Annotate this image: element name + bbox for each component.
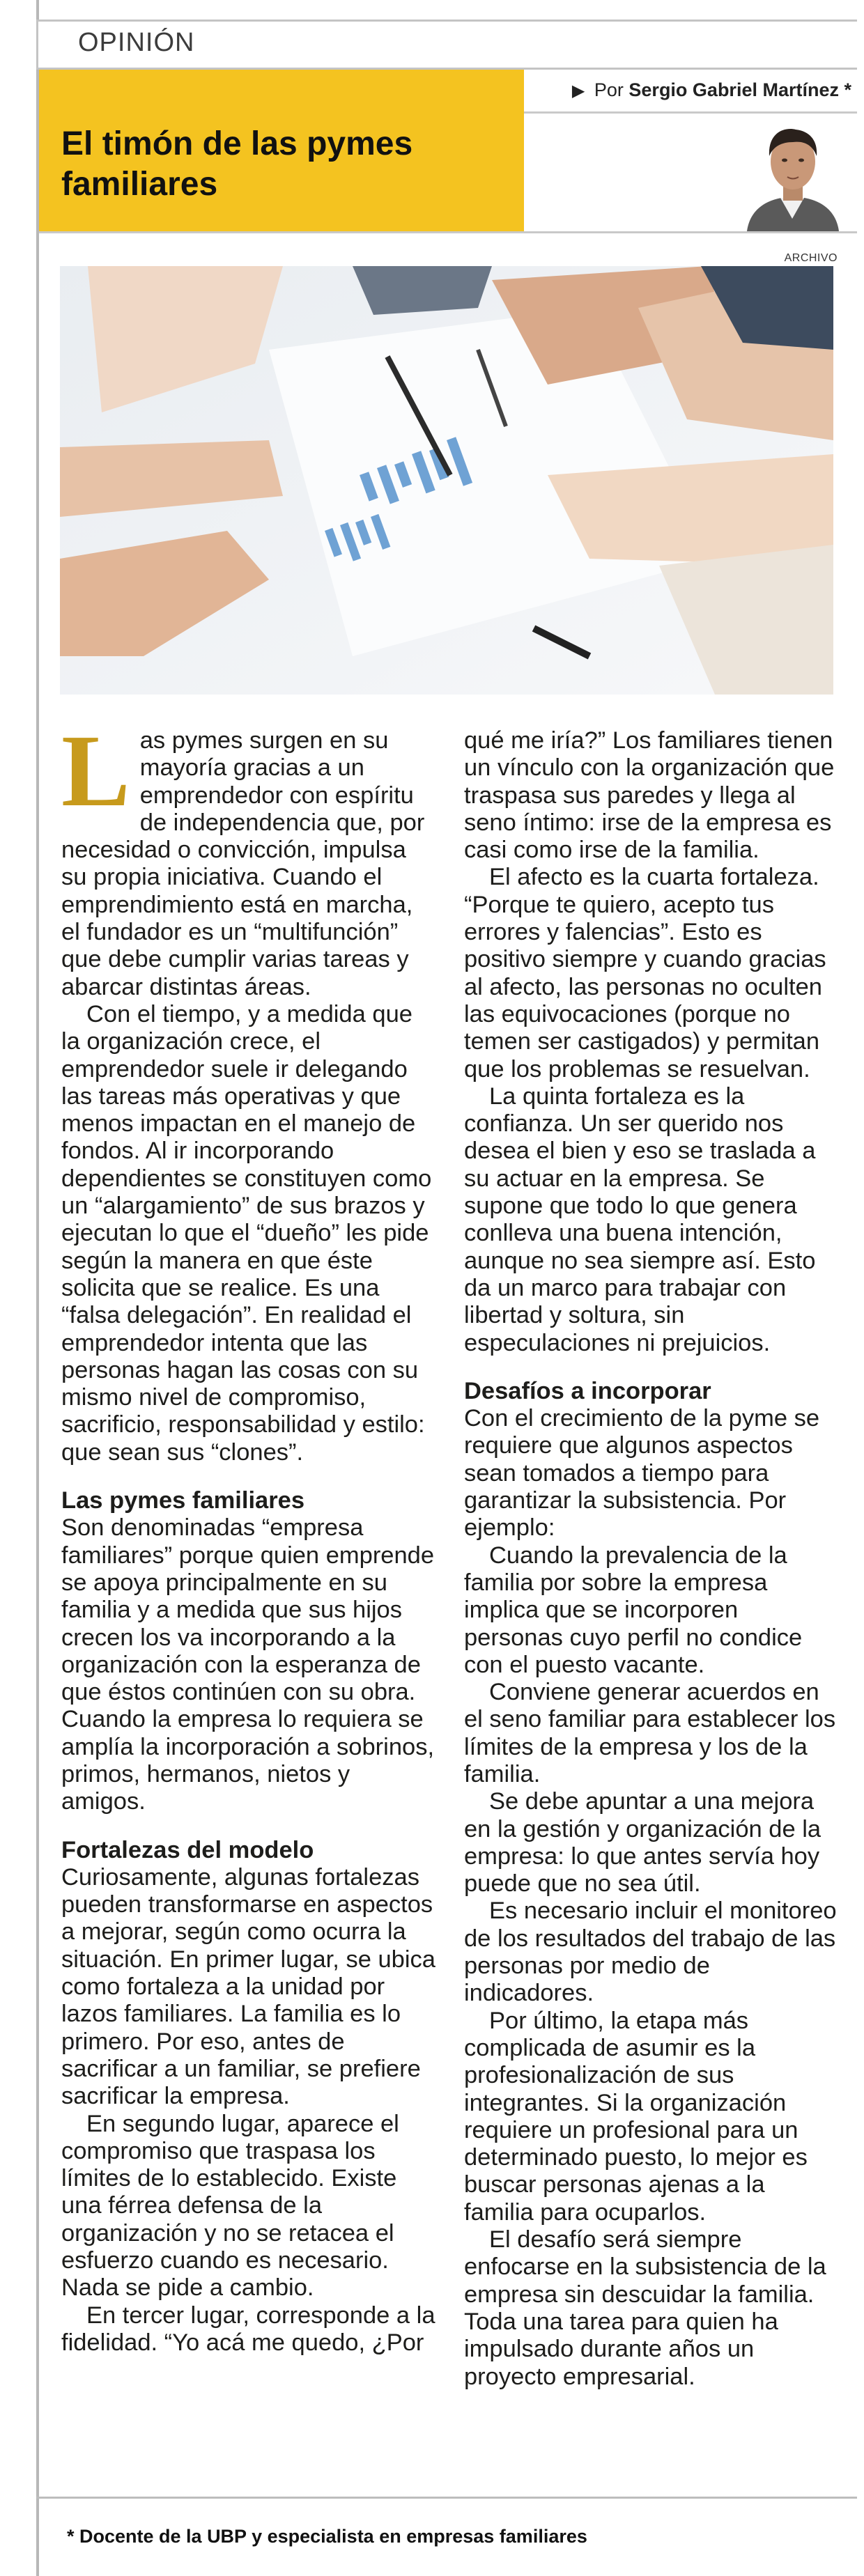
- article-paragraph: Cuando la prevalencia de la familia por sobre la empresa implica que se incorporen personas cuyo perfil no condice con el puesto vacante.: [464, 1542, 803, 1678]
- article-paragraph: Por último, la etapa más complicada de asumir es la profesionalización de sus integrantes. Si la organización requiere un profesional para un determinado puesto, lo mejor es buscar personas ajenas a la familia para ocuparlos.: [464, 2007, 808, 2226]
- article-column-right: [464, 727, 840, 2391]
- article-headline: El timón de las pymes familiares: [61, 125, 413, 203]
- article-photo: [60, 266, 833, 695]
- left-margin-rule: [36, 0, 39, 2576]
- article-paragraph: qué me iría?” Los familiares tienen un vínculo con la organización que traspasa sus paredes y llega al seno íntimo: irse de la empresa es casi como irse de la familia.: [464, 727, 835, 864]
- byline: [572, 79, 851, 101]
- article-paragraph: [61, 714, 438, 1001]
- article-paragraph: En tercer lugar, corresponde a la fidelidad. “Yo acá me quedo, ¿Por: [61, 2302, 435, 2356]
- article-paragraph: Conviene generar acuerdos en el seno familiar para establecer los límites de la empresa y los de la familia.: [464, 1679, 836, 1787]
- author-footnote: * Docente de la UBP y especialista en empresas familiares: [67, 2526, 587, 2547]
- byline-author: Sergio Gabriel Martínez *: [628, 79, 851, 100]
- photo-credit: ARCHIVO: [784, 252, 838, 264]
- article-paragraph: Son denominadas “empresa familiares” porque quien emprende se apoya principalmente en su familia y a medida que sus hijos crecen los va incorporando a la organización con la esperanza de que éstos continúen con su obra. Cuando la empresa lo requiera se amplía la incorporación a sobrinos, primos, hermanos, nietos y amigos.: [61, 1514, 435, 1815]
- article-paragraph: La quinta fortaleza es la confianza. Un ser querido nos desea el bien y eso se traslada a su actuar en la empresa. Se supone que todo lo que genera conlleva una buena intención, aunque no sea siempre así. Esto da un marco para trabajar con libertad y soltura, sin especulaciones ni prejuicios.: [464, 1083, 816, 1356]
- article-paragraph: En segundo lugar, aparece el compromiso que traspasa los límites de lo establecido. Existe una férrea defensa de la organización y no se retacea el esfuerzo cuando es necesario. Nada se pide a cambio.: [61, 2110, 399, 2302]
- byline-prefix: Por: [594, 79, 624, 100]
- article-paragraph: Curiosamente, algunas fortalezas pueden transformarse en aspectos a mejorar, según como ocurra la situación. En primer lugar, se ubica como fortaleza a la unidad por lazos familiares. La familia es lo primero. Por eso, antes de sacrificar a un familiar, se prefiere sacrificar la empresa.: [61, 1863, 435, 2110]
- article-paragraph: Con el crecimiento de la pyme se requiere que algunos aspectos sean tomados a tiempo para garantizar la subsistencia. Por ejemplo:: [464, 1405, 820, 1542]
- article-paragraph: Con el tiempo, y a medida que la organización crece, el emprendedor suele ir delegando las tareas más operativas y que menos impactan en el manejo de fondos. Al ir incorporando dependientes se constituyen como un “alargamiento” de sus brazos y ejecutan lo que el “dueño” les pide según la manera en que éste solicita que se realice. Es una “falsa delegación”. En realidad el emprendedor intenta que las personas hagan las cosas con su mismo nivel de compromiso, sacrificio, responsabilidad y estilo: que sean sus “clones”.: [61, 1000, 432, 1466]
- section-label: OPINIÓN: [78, 28, 195, 57]
- article-paragraph: Se debe apuntar a una mejora en la gestión y organización de la empresa: lo que antes servía hoy puede que no sea útil.: [464, 1788, 821, 1898]
- drop-cap: L: [61, 714, 130, 828]
- paragraph-text: as pymes surgen en su mayoría gracias a un emprendedor con espíritu de independencia que, por necesidad o convicción, impulsa su propia iniciativa. Cuando el emprendimiento está en marcha, el fundador es un “multifunción” que debe cumplir varias tareas y abarcar distintas áreas.: [61, 727, 425, 1000]
- article-paragraph: Es necesario incluir el monitoreo de los resultados del trabajo de las personas por medio de indicadores.: [464, 1898, 837, 2007]
- subheading: Desafíos a incorporar: [464, 1377, 711, 1404]
- header-divider: [39, 231, 857, 233]
- article-column-left: [61, 714, 438, 2357]
- subheading: Las pymes familiares: [61, 1487, 305, 1514]
- author-portrait: [740, 114, 844, 231]
- byline-divider: [524, 111, 857, 114]
- byline-arrow-icon: ▶: [571, 82, 585, 100]
- article-paragraph: El afecto es la cuarta fortaleza. “Porque te quiero, acepto tus errores y falencias”. Esto es positivo siempre y cuando gracias al afecto, las personas no oculten las equivocaciones (porque no temen ser castigados) y permitan que los problemas se resuelvan.: [464, 864, 826, 1083]
- subheading: Fortalezas del modelo: [61, 1836, 314, 1863]
- article-paragraph: El desafío será siempre enfocarse en la subsistencia de la empresa sin descuidar la familia. Toda una tarea para quien ha impulsado durante años un proyecto empresarial.: [464, 2226, 826, 2390]
